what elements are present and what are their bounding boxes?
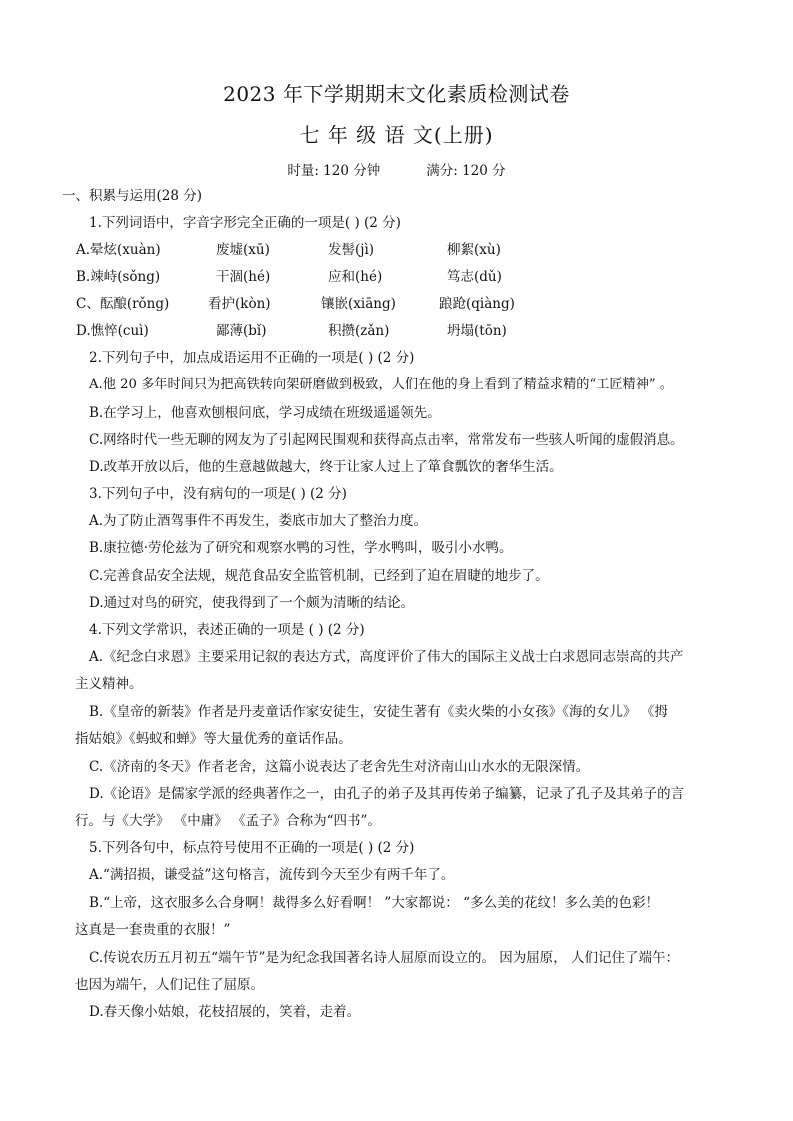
q1-option-d: D.憔悴(cuì) bbox=[76, 323, 149, 339]
q4-stem: 4.下列文学常识，表述正确的一项是 ( ) (2 分) bbox=[89, 622, 365, 638]
q3-stem: 3.下列句子中，没有病句的一项是( ) (2 分) bbox=[89, 486, 347, 502]
q4-option-a-cont: 主义精神。 bbox=[75, 676, 143, 692]
q5-option-c-cont: 也因为端午，人们记住了屈原。 bbox=[75, 977, 264, 993]
q1-option-c-word2: 看护(kòn) bbox=[208, 296, 271, 312]
q4-option-c: C.《济南的冬天》作者老舍，这篇小说表达了老舍先生对济南山山水水的无限深情。 bbox=[89, 759, 590, 775]
q2-option-b: B.在学习上，他喜欢刨根问底，学习成绩在班级遥遥领先。 bbox=[89, 405, 441, 421]
q2-option-a: A.他 20 多年时间只为把高铁转向架研磨做到极致，人们在他的身上看到了精益求精的“工匠精神” 。 bbox=[89, 377, 674, 392]
q3-option-c: C.完善食品安全法规，规范食品安全监管机制，已经到了迫在眉睫的地步了。 bbox=[89, 568, 549, 584]
q2-stem: 2.下列句子中，加点成语运用不正确的一项是( ) (2 分) bbox=[89, 350, 415, 366]
q4-option-d-cont: 行。与《大学》 《中庸》 《孟子》合称为“四书”。 bbox=[75, 813, 381, 829]
q1-option-d-word4: 坍塌(tōn) bbox=[447, 323, 507, 339]
q1-option-c-word4: 踉跄(qiàng) bbox=[439, 296, 515, 312]
q3-option-d: D.通过对鸟的研究，使我得到了一个颇为清晰的结论。 bbox=[89, 595, 415, 611]
q3-option-b: B.康拉德·劳伦兹为了研究和观察水鸭的习性，学水鸭叫，吸引小水鸭。 bbox=[89, 540, 513, 556]
q5-option-c: C.传说农历五月初五“端午节”是为纪念我国著名诗人屈原而设立的。 因为屈原， 人们记住了端午： bbox=[89, 950, 680, 966]
q5-option-b: B.“上帝，这衣服多么合身啊！裁得多么好看啊！ ”大家都说： “多么美的花纹！多么美的色彩！ bbox=[89, 895, 659, 911]
q5-option-b-cont: 这真是一套贵重的衣服！” bbox=[75, 922, 231, 938]
q4-option-d: D.《论语》是儒家学派的经典著作之一，由孔子的弟子及其再传弟子编纂，记录了孔子及其弟子的言 bbox=[89, 786, 685, 802]
exam-subtitle: 七 年 级 语 文(上册) bbox=[299, 123, 494, 147]
q5-option-d: D.春天像小姑娘，花枝招展的，笑着，走着。 bbox=[89, 1004, 361, 1020]
q1-option-b-word4: 笃志(dǔ) bbox=[447, 269, 502, 285]
q5-option-a: A.“满招损，谦受益”这句格言，流传到今天至少有两千年了。 bbox=[89, 867, 455, 883]
exam-title: 2023 年下学期期末文化素质检测试卷 bbox=[223, 82, 570, 106]
q1-option-a-word2: 废墟(xū) bbox=[216, 242, 270, 258]
q5-stem: 5.下列各句中，标点符号使用不正确的一项是( ) (2 分) bbox=[89, 840, 415, 856]
q4-option-a: A.《纪念白求恩》主要采用记叙的表达方式，高度评价了伟大的国际主义战士白求恩同志崇高的共产 bbox=[89, 649, 684, 665]
q1-stem: 1.下列词语中，字音字形完全正确的一项是( ) (2 分) bbox=[89, 215, 401, 231]
q1-option-b-word2: 干涸(hé) bbox=[216, 269, 271, 285]
q2-option-c: C.网络时代一些无聊的网友为了引起网民围观和获得高点击率，常常发布一些骇人听闻的虚假消息。 bbox=[89, 432, 684, 448]
q4-option-b-cont: 指姑娘》《蚂蚁和蝉》等大量优秀的童话作品。 bbox=[75, 731, 352, 747]
q1-option-b-word3: 应和(hé) bbox=[328, 269, 383, 285]
full-score: 满分: 120 分 bbox=[426, 163, 506, 179]
q1-option-a-word3: 发髻(jì) bbox=[328, 242, 375, 258]
q3-option-a: A.为了防止酒驾事件不再发生，娄底市加大了整治力度。 bbox=[89, 513, 428, 529]
time-limit: 时量: 120 分钟 bbox=[287, 163, 381, 179]
q1-option-b: B.竦峙(sǒng) bbox=[76, 269, 161, 285]
q1-option-c: C、酝酿(rǒng) bbox=[76, 296, 170, 312]
exam-meta bbox=[0, 159, 793, 179]
q1-option-c-word3: 镶嵌(xiāng) bbox=[321, 296, 396, 312]
q2-option-d: D.改革开放以后，他的生意越做越大，终于让家人过上了箪食瓢饮的奢华生活。 bbox=[89, 459, 563, 475]
q1-option-d-word3: 积攒(zǎn) bbox=[328, 323, 390, 339]
q1-option-a: A.晕炫(xuàn) bbox=[76, 242, 161, 258]
section-heading: 一、积累与运用(28 分) bbox=[62, 188, 203, 204]
q1-option-a-word4: 柳絮(xù) bbox=[447, 242, 501, 258]
q1-option-d-word2: 鄙薄(bǐ) bbox=[216, 323, 267, 339]
q4-option-b: B.《皇帝的新装》作者是丹麦童话作家安徒生，安徒生著有《卖火柴的小女孩》《海的女儿》 《拇 bbox=[89, 704, 668, 720]
